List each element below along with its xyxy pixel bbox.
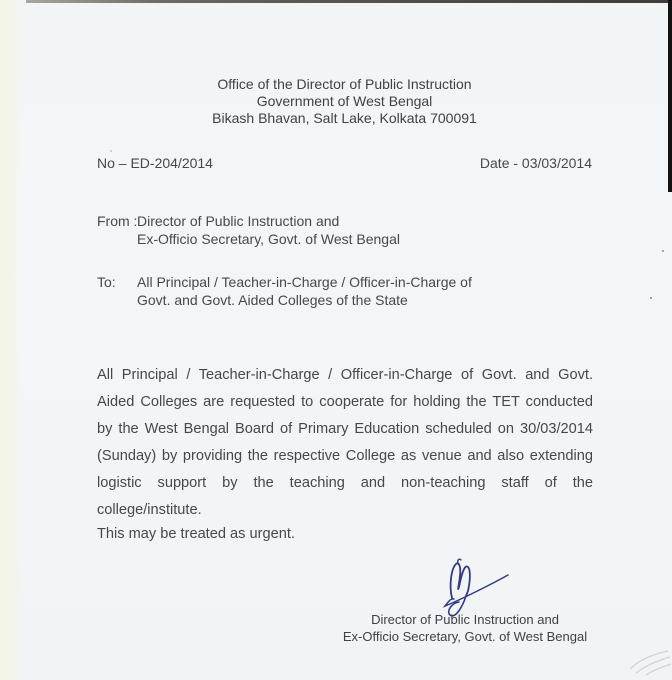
- letterhead-address-line: Bikash Bhavan, Salt Lake, Kolkata 700091: [212, 110, 477, 126]
- scan-speck: [650, 297, 652, 299]
- letterhead-govt-line: Government of West Bengal: [256, 93, 433, 109]
- body-paragraph: All Principal / Teacher-in-Charge / Officer-in-Charge of Govt. and Govt. Aided Colleges are requested to cooperate for holding the TET conducted by the West Bengal Board of Primary Education scheduled on 30/03/2014 (Sunday) by providing the respective College as venue and also extending logistic support by the teaching and non-teaching staff of the college/institute.: [97, 367, 593, 518]
- urgent-note: This may be treated as urgent.: [97, 526, 295, 542]
- scan-smudge: [626, 645, 672, 677]
- letterhead: [97, 76, 592, 127]
- reference-number: No – ED-204/2014: [97, 155, 213, 171]
- to-line-1: All Principal / Teacher-in-Charge / Officer-in-Charge of: [137, 274, 472, 290]
- signatory-title-line-2: Ex-Officio Secretary, Govt. of West Bengal: [342, 629, 588, 644]
- to-block: [97, 274, 472, 309]
- scan-top-edge-line: [26, 0, 672, 3]
- scan-right-edge-strip: [668, 0, 672, 192]
- to-label: To:: [97, 274, 116, 290]
- from-line-1: Director of Public Instruction and: [137, 213, 340, 229]
- from-block: [97, 213, 400, 248]
- scan-speck: [662, 250, 664, 252]
- letter-date: Date - 03/03/2014: [479, 155, 592, 171]
- to-line-2: Govt. and Govt. Aided Colleges of the State: [137, 291, 408, 308]
- signatory-title-line-1: Director of Public Instruction and: [371, 612, 559, 627]
- scan-left-edge-strip: [0, 0, 22, 680]
- from-label: From :: [97, 213, 138, 229]
- letterhead-office-line: Office of the Director of Public Instruction: [217, 76, 472, 92]
- signature-block: [330, 611, 600, 645]
- from-line-2: Ex-Officio Secretary, Govt. of West Bengal: [137, 230, 400, 247]
- scan-speck: [110, 150, 112, 152]
